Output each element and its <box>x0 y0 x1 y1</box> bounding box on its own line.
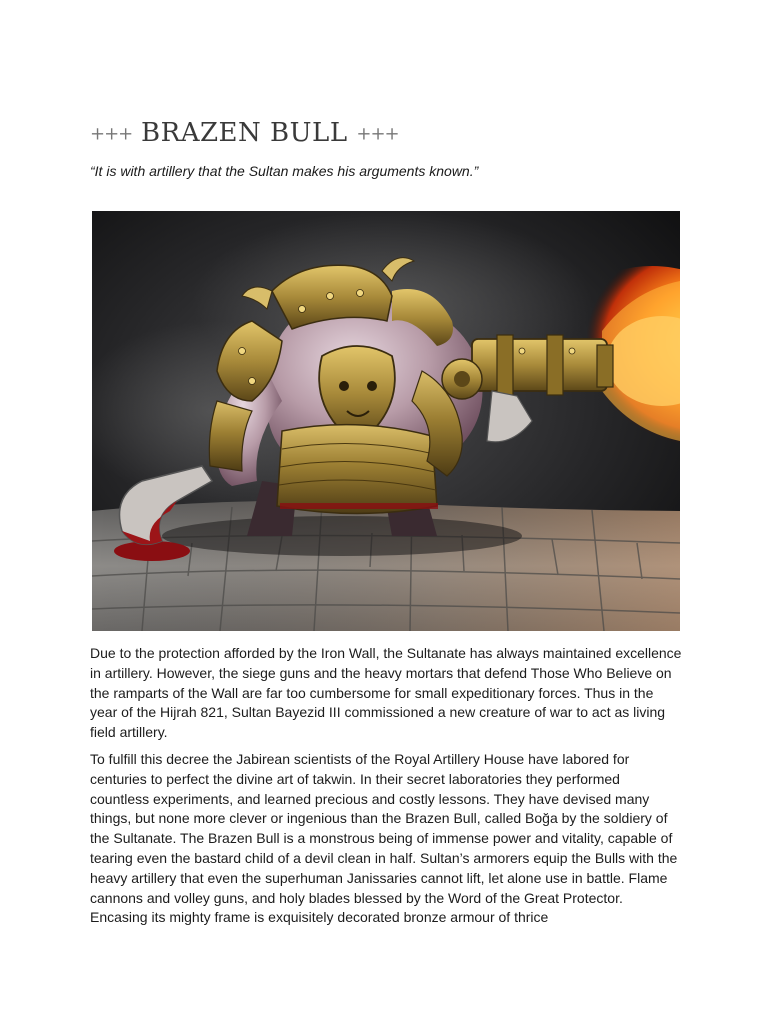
paragraph-2: To fulfill this decree the Jabirean scientists of the Royal Artillery House have labored for centuries to perfect the divine art of takwin. In their secret laboratories they performed countless experiments, and learned precious and costly lessons. They have devised many things, but none more clever or ingenious than the Brazen Bull, called Boğa by the soldiery of the Sultanate. The Brazen Bull is a monstrous being of immense power and vitality, capable of tearing even the bastard child of a devil clean in half. Sultan’s armorers equip the Bulls with the heavy artillery that even the superhuman Janissaries cannot lift, let alone use in battle. Flame cannons and volley guns, and holy blades blessed by the Word of the Great Protector. Encasing its mighty frame is exquisitely decorated bronze armour of thrice <box>90 750 678 926</box>
page-title <box>90 118 399 148</box>
title-prefix-marks: +++ <box>90 123 133 145</box>
body-text <box>90 644 682 935</box>
paragraph-1: Due to the protection afforded by the Iron Wall, the Sultanate has always maintained excellence in artillery. However, the siege guns and the heavy mortars that defend Those Who Believe on the ramparts of the Wall are far too cumbersome for small expeditionary forces. Thus in the year of the Hijrah 821, Sultan Bayezid III commissioned a new creature of war to act as living field artillery. <box>90 645 682 741</box>
title-suffix-marks: +++ <box>356 123 399 145</box>
title-text: BRAZEN BULL <box>141 118 348 148</box>
scale-armor-skirt <box>277 425 438 514</box>
brazen-bull-illustration <box>92 211 680 631</box>
epigraph-quote: “It is with artillery that the Sultan makes his arguments known.” <box>90 163 479 179</box>
